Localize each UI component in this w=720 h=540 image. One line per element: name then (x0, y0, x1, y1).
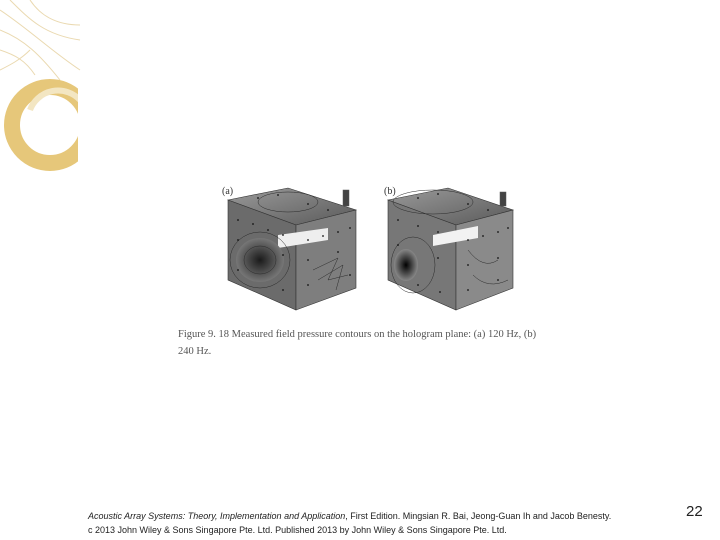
cube-b-colorbar (500, 192, 506, 206)
figure-caption (178, 326, 568, 360)
citation-line-2: c 2013 John Wiley & Sons Singapore Pte. Ltd. Published 2013 by John Wiley & Sons Singapore Pte. Ltd. (88, 525, 507, 535)
panel-b-label: (b) (384, 186, 396, 197)
cube-a-colorbar (343, 190, 349, 206)
page-number: 22 (686, 503, 703, 520)
caption-line-2: 240 Hz. (178, 346, 212, 357)
cube-a-dark-spot (236, 238, 284, 282)
citation-line-1 (88, 509, 678, 523)
cube-a (228, 188, 356, 310)
book-title: Acoustic Array Systems: Theory, Implementation and Application (88, 511, 346, 521)
cube-a-side (296, 210, 356, 310)
edition-authors: , First Edition. Mingsian R. Bai, Jeong-Guan Ih and Jacob Benesty. (345, 511, 612, 521)
caption-line-1: Figure 9. 18 Measured field pressure contours on the hologram plane: (a) 120 Hz, (b) (178, 329, 537, 340)
swirl-lines (0, 0, 80, 80)
cube-b-dark-spot (394, 249, 418, 281)
footer-citation (88, 509, 678, 537)
corner-decoration (0, 0, 90, 180)
cube-b-side (456, 210, 513, 310)
panel-a-label: (a) (222, 186, 234, 197)
cube-b (388, 188, 513, 310)
ring-mask (78, 80, 90, 170)
